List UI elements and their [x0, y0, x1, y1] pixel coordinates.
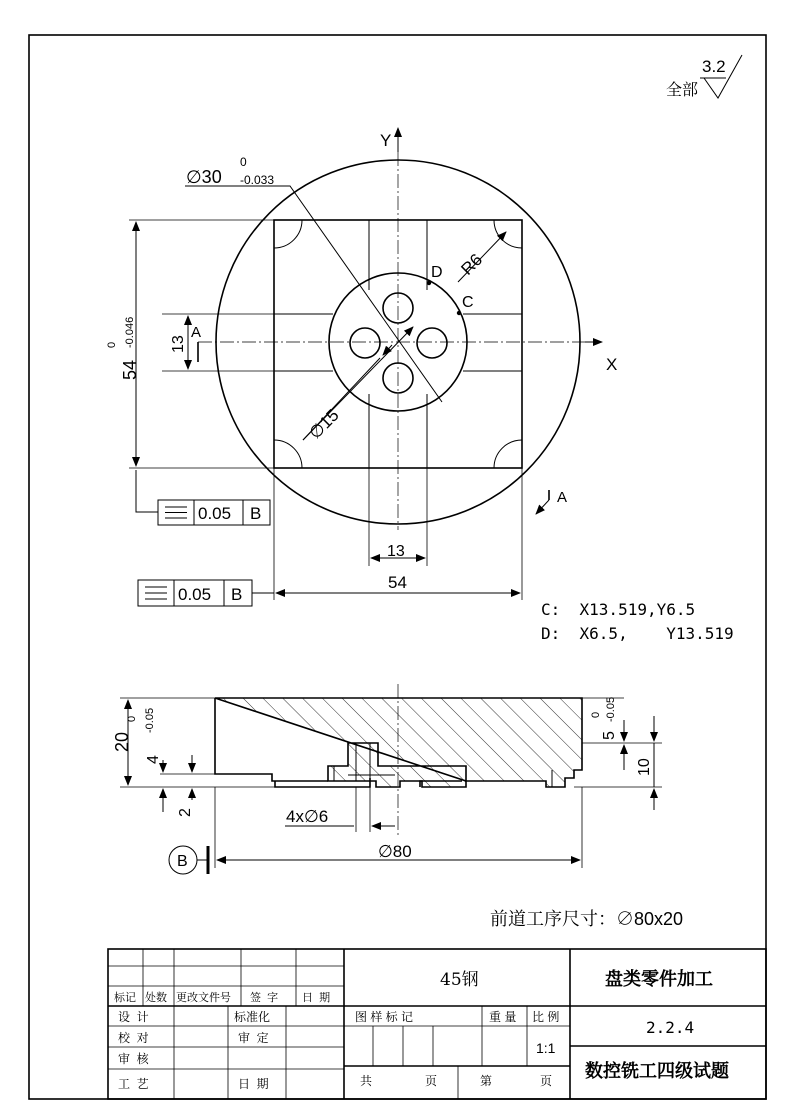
approve-label: 审 定 — [238, 1031, 269, 1045]
dia15-label: ∅15 — [305, 405, 343, 443]
roughness-scope: 全部 — [666, 82, 699, 99]
page-label-1: 页 — [425, 1074, 438, 1088]
dia30-lower-tol: -0.033 — [240, 173, 275, 187]
dim-13-horizontal: 13 — [387, 543, 405, 560]
tol-1-value: 0.05 — [198, 504, 232, 523]
rev-header-mark: 标记 — [114, 992, 136, 1004]
drawing-border — [29, 35, 766, 1099]
hole-left — [350, 328, 380, 358]
tol-2-value: 0.05 — [178, 585, 212, 604]
section-a-right: A — [557, 489, 568, 506]
section-a-left: A — [191, 324, 202, 341]
dim-13-vertical: 13 — [170, 335, 187, 353]
dim-54-upper-tol: 0 — [106, 341, 118, 348]
axis-x-label: X — [606, 355, 618, 374]
sample-mark-label: 图 样 标 记 — [355, 1010, 414, 1024]
title-block — [108, 949, 766, 1099]
roughness-value: 3.2 — [702, 57, 726, 76]
section-view — [112, 684, 662, 874]
roughness-symbol — [666, 55, 742, 99]
datum-b-symbol — [169, 846, 208, 874]
material-text: 45钢 — [440, 970, 479, 990]
tol-1-datum: B — [250, 504, 262, 523]
dia30-upper-tol: 0 — [240, 155, 247, 169]
rev-header-doc: 更改文件号 — [176, 992, 231, 1004]
dim-20: 20 — [112, 731, 132, 752]
holes-label: 4x∅6 — [286, 807, 329, 826]
dim-5-lower-tol: -0.05 — [605, 696, 617, 722]
rev-header-date: 日 期 — [302, 992, 331, 1004]
dim-54-horizontal: 54 — [388, 573, 407, 592]
weight-label: 重 量 — [489, 1010, 517, 1024]
point-c-label: C — [462, 294, 474, 311]
exam-title: 数控铣工四级试题 — [585, 1061, 729, 1081]
tolerance-frame-2 — [138, 580, 252, 606]
dim-4: 4 — [145, 755, 162, 764]
dia80-label: ∅80 — [378, 842, 412, 861]
point-d-label: D — [431, 264, 443, 281]
rev-header-count: 处数 — [145, 992, 167, 1004]
rev-header-sign: 签 字 — [250, 992, 279, 1004]
total-label: 共 — [360, 1074, 373, 1088]
nth-label: 第 — [480, 1074, 493, 1088]
row-review: 审 核 — [118, 1052, 149, 1066]
dim-20-upper-tol: 0 — [126, 715, 138, 722]
scale-value: 1:1 — [536, 1040, 556, 1056]
row-process: 工 艺 — [118, 1077, 149, 1091]
drawing-number: 2.2.4 — [646, 1018, 695, 1037]
part-name: 盘类零件加工 — [605, 969, 713, 989]
row-check: 校 对 — [118, 1031, 149, 1045]
r6-label: R6 — [457, 250, 487, 279]
tolerance-frame-1 — [158, 500, 270, 525]
datum-b-letter: B — [177, 853, 188, 870]
dim-20-lower-tol: -0.05 — [144, 707, 156, 733]
prev-process-note: 前道工序尺寸：∅80x20 — [490, 909, 684, 929]
coord-c-text: C: X13.519,Y6.5 — [541, 600, 696, 619]
dim-10: 10 — [636, 758, 653, 776]
dia30-label: ∅30 — [186, 167, 222, 187]
dim-2: 2 — [177, 808, 194, 817]
top-view — [106, 128, 734, 643]
dim-5: 5 — [601, 731, 618, 740]
date-label: 日 期 — [238, 1077, 269, 1091]
dim-54-lower-tol: -0.046 — [124, 316, 136, 348]
page-label-2: 页 — [540, 1074, 553, 1088]
row-design: 设 计 — [118, 1010, 149, 1024]
dim-5-upper-tol: 0 — [590, 711, 602, 718]
coord-d-text: D: X6.5, Y13.519 — [541, 624, 734, 643]
hole-right — [417, 328, 447, 358]
ratio-label: 比 例 — [532, 1010, 560, 1024]
axis-y-label: Y — [380, 131, 392, 150]
tol-2-datum: B — [231, 585, 243, 604]
standardize-label: 标准化 — [234, 1010, 271, 1024]
dim-54-vertical: 54 — [120, 359, 140, 380]
